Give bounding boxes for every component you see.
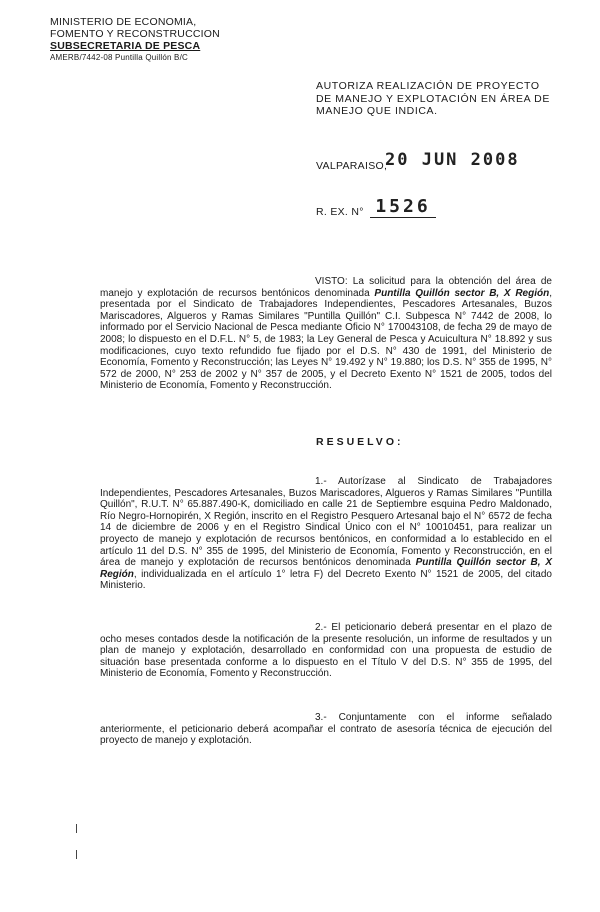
subsecretaria-line: SUBSECRETARIA DE PESCA [50, 40, 201, 52]
visto-paragraph [100, 276, 552, 392]
ministry-line-1: MINISTERIO DE ECONOMIA, [50, 16, 197, 28]
resolution-item-1 [100, 476, 552, 592]
resolution-item-3 [100, 712, 552, 747]
date-stamp: 20 JUN 2008 [385, 150, 520, 170]
visto-text: La solicitud para la obtención del área de manejo y explotación de recursos bentónicos denominada Puntilla Quillón sector B, X Región, presentada por el Sindicato de Trabajadores Independientes, Pescadores Artesanales, Buzos Mariscadores, Algueros y Ramas Similares "Puntilla Quillón" C.I. Subpesca N° 7442 de 2008, lo informado por el Servicio Nacional de Pesca mediante Oficio N° 170043108, de fecha 29 de mayo de 2008; lo dispuesto en el D.F.L. N° 5, de 1983; la Ley General de Pesca y Acuicultura N° 18.892 y sus modificaciones, cuyo texto refundido fue fijado por el D.S. N° 430 de 1991, del Ministerio de Economía, Fomento y Reconstrucción; las Leyes N° 19.492 y N° 19.880; los D.S. N° 355 de 1995, N° 572 de 2000, N° 253 de 2002 y N° 357 de 2005, y el Decreto Exento N° 1521 de 2005, todos del Ministerio de Economía, Fomento y Reconstrucción. [100, 276, 553, 392]
letterhead [50, 16, 220, 64]
place-label: VALPARAISO, [316, 160, 388, 172]
item-3-text: 3.- Conjuntamente con el informe señalado anteriormente, el peticionario deberá acompañar el contrato de asesoría técnica de ejecución del proyecto de manejo y explotación. [100, 712, 552, 747]
resolution-item-2 [100, 622, 552, 680]
rex-number-stamp: 1526 [370, 196, 436, 218]
file-reference: AMERB/7442-08 Puntilla Quillón B/C [50, 53, 188, 62]
margin-mark [76, 850, 77, 859]
resolution-subject: AUTORIZA REALIZACIÓN DE PROYECTO DE MANEJO Y EXPLOTACIÓN EN ÁREA DE MANEJO QUE INDICA. [316, 80, 550, 117]
ministry-line-2: FOMENTO Y RECONSTRUCCION [50, 28, 220, 40]
visto-label: VISTO: [315, 276, 348, 287]
margin-mark [76, 824, 77, 833]
resuelvo-heading: RESUELVO: [316, 436, 404, 448]
item-2-text: 2.- El peticionario deberá presentar en el plazo de ocho meses contados desde la notificación de la presente resolución, un informe de resultados y un plan de manejo y explotación, desarrollado en conformidad con una propuesta de estudio de situación base presentada conforme a lo dispuesto en el Título V del D.S. N° 355 de 1995, del Ministerio de Economía, Fomento y Reconstrucción. [100, 622, 552, 680]
rex-label: R. EX. N° [316, 206, 364, 218]
item-1-text: 1.- Autorízase al Sindicato de Trabajadores Independientes, Pescadores Artesanales, Buzos Mariscadores, Algueros y Ramas Similares "Puntilla Quillón", R.U.T. N° 65.887.490-K, domiciliado en calle 21 de Septiembre esquina Pedro Maldonado, Río Negro-Hornopirén, X Región, inscrito en el Registro Pesquero Artesanal bajo el N° 6572 de fecha 14 de diciembre de 2006 y en el Registro Sindical Único con el N° 10010451, para realizar un proyecto de manejo y explotación de recursos bentónicos, en conformidad a lo establecido en el artículo 11 del D.S. N° 355 de 1995, del Ministerio de Economía, Fomento y Reconstrucción, en el área de manejo y explotación de recursos bentónicos denominada Puntilla Quillón sector B, X Región, individualizada en el artículo 1° letra F) del Decreto Exento N° 1521 de 2005, del citado Ministerio. [100, 476, 552, 592]
